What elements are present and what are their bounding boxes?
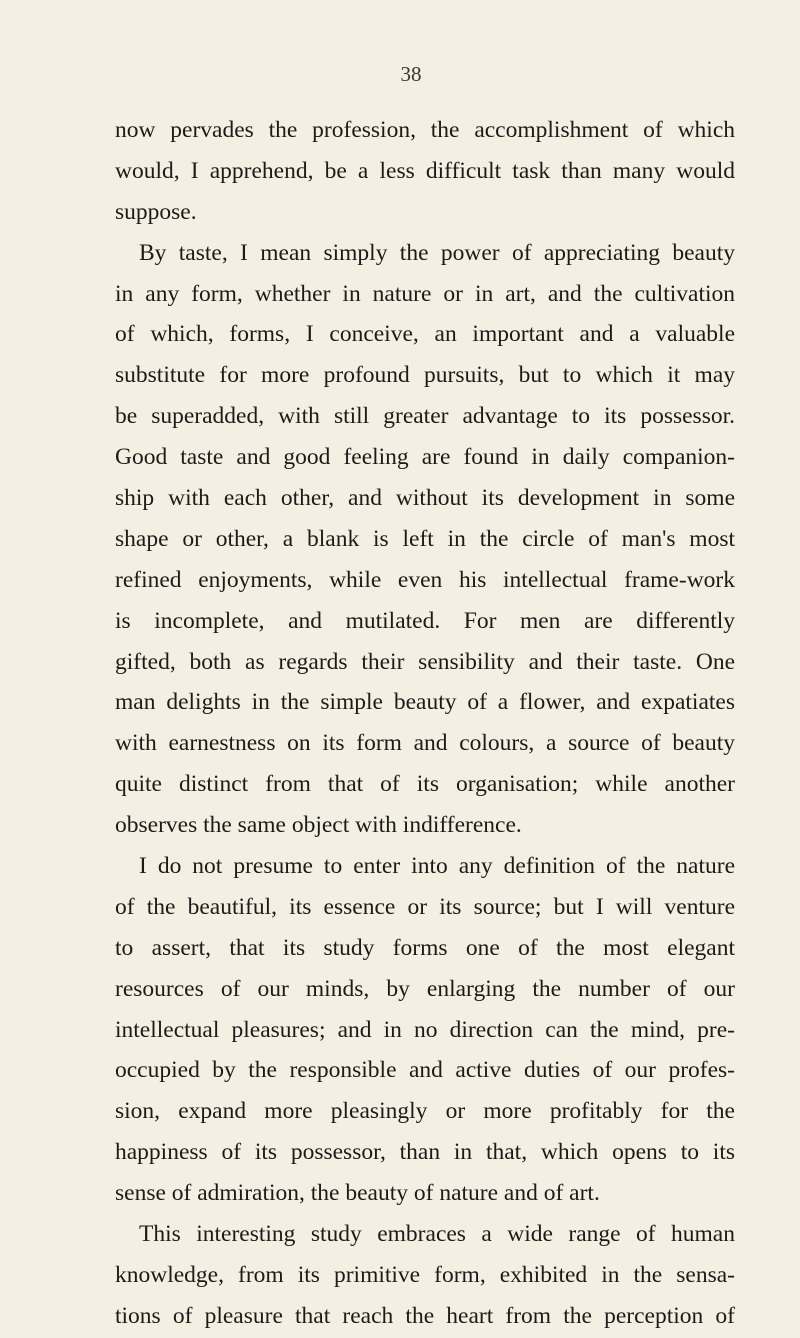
text-line: ship with each other, and without its development in some — [115, 485, 735, 512]
text-line: with earnestness on its form and colours, a source of beauty — [115, 730, 735, 757]
text-line: happiness of its possessor, than in that, which opens to its — [115, 1139, 735, 1166]
text-line: gifted, both as regards their sensibility and their taste. One — [115, 648, 735, 675]
text-line: By taste, I mean simply the power of appreciating beauty — [139, 239, 735, 266]
text-line: now pervades the profession, the accomplishment of which — [115, 117, 735, 143]
text-line: suppose. — [115, 198, 197, 225]
text-line: This interesting study embraces a wide range of human — [139, 1221, 735, 1248]
text-line: shape or other, a blank is left in the circle of man's most — [115, 525, 735, 552]
text-line: substitute for more profound pursuits, but to which it may — [115, 362, 735, 389]
text-line: of which, forms, I conceive, an important and a valuable — [115, 321, 735, 348]
text-line: of the beautiful, its essence or its source; but I will venture — [115, 893, 735, 920]
text-line: intellectual pleasures; and in no direction can the mind, pre- — [115, 1016, 735, 1043]
text-line: in any form, whether in nature or in art, and the cultivation — [115, 280, 735, 307]
text-line: Good taste and good feeling are found in daily companion- — [115, 444, 735, 471]
text-line: is incomplete, and mutilated. For men are differently — [115, 607, 735, 634]
text-line: observes the same object with indifference. — [115, 812, 522, 839]
text-line: sense of admiration, the beauty of nature and of art. — [115, 1180, 600, 1207]
text-line: I do not presume to enter into any definition of the nature — [139, 853, 735, 880]
text-line: sion, expand more pleasingly or more profitably for the — [115, 1098, 735, 1125]
text-line: refined enjoyments, while even his intellectual frame-work — [115, 566, 735, 593]
page-number: 38 — [400, 62, 422, 86]
text-line: quite distinct from that of its organisation; while another — [115, 771, 735, 798]
text-line: man delights in the simple beauty of a flower, and expatiates — [115, 689, 735, 716]
text-line: tions of pleasure that reach the heart from the perception of — [115, 1302, 735, 1329]
text-line: occupied by the responsible and active duties of our profes- — [115, 1057, 735, 1084]
body-text — [115, 110, 735, 1337]
text-line: knowledge, from its primitive form, exhibited in the sensa- — [115, 1261, 735, 1288]
text-line: would, I apprehend, be a less difficult task than many would — [115, 157, 735, 184]
text-line: to assert, that its study forms one of the most elegant — [115, 934, 735, 961]
text-line: be superadded, with still greater advantage to its possessor. — [115, 403, 735, 430]
text-line: resources of our minds, by enlarging the number of our — [115, 975, 735, 1002]
